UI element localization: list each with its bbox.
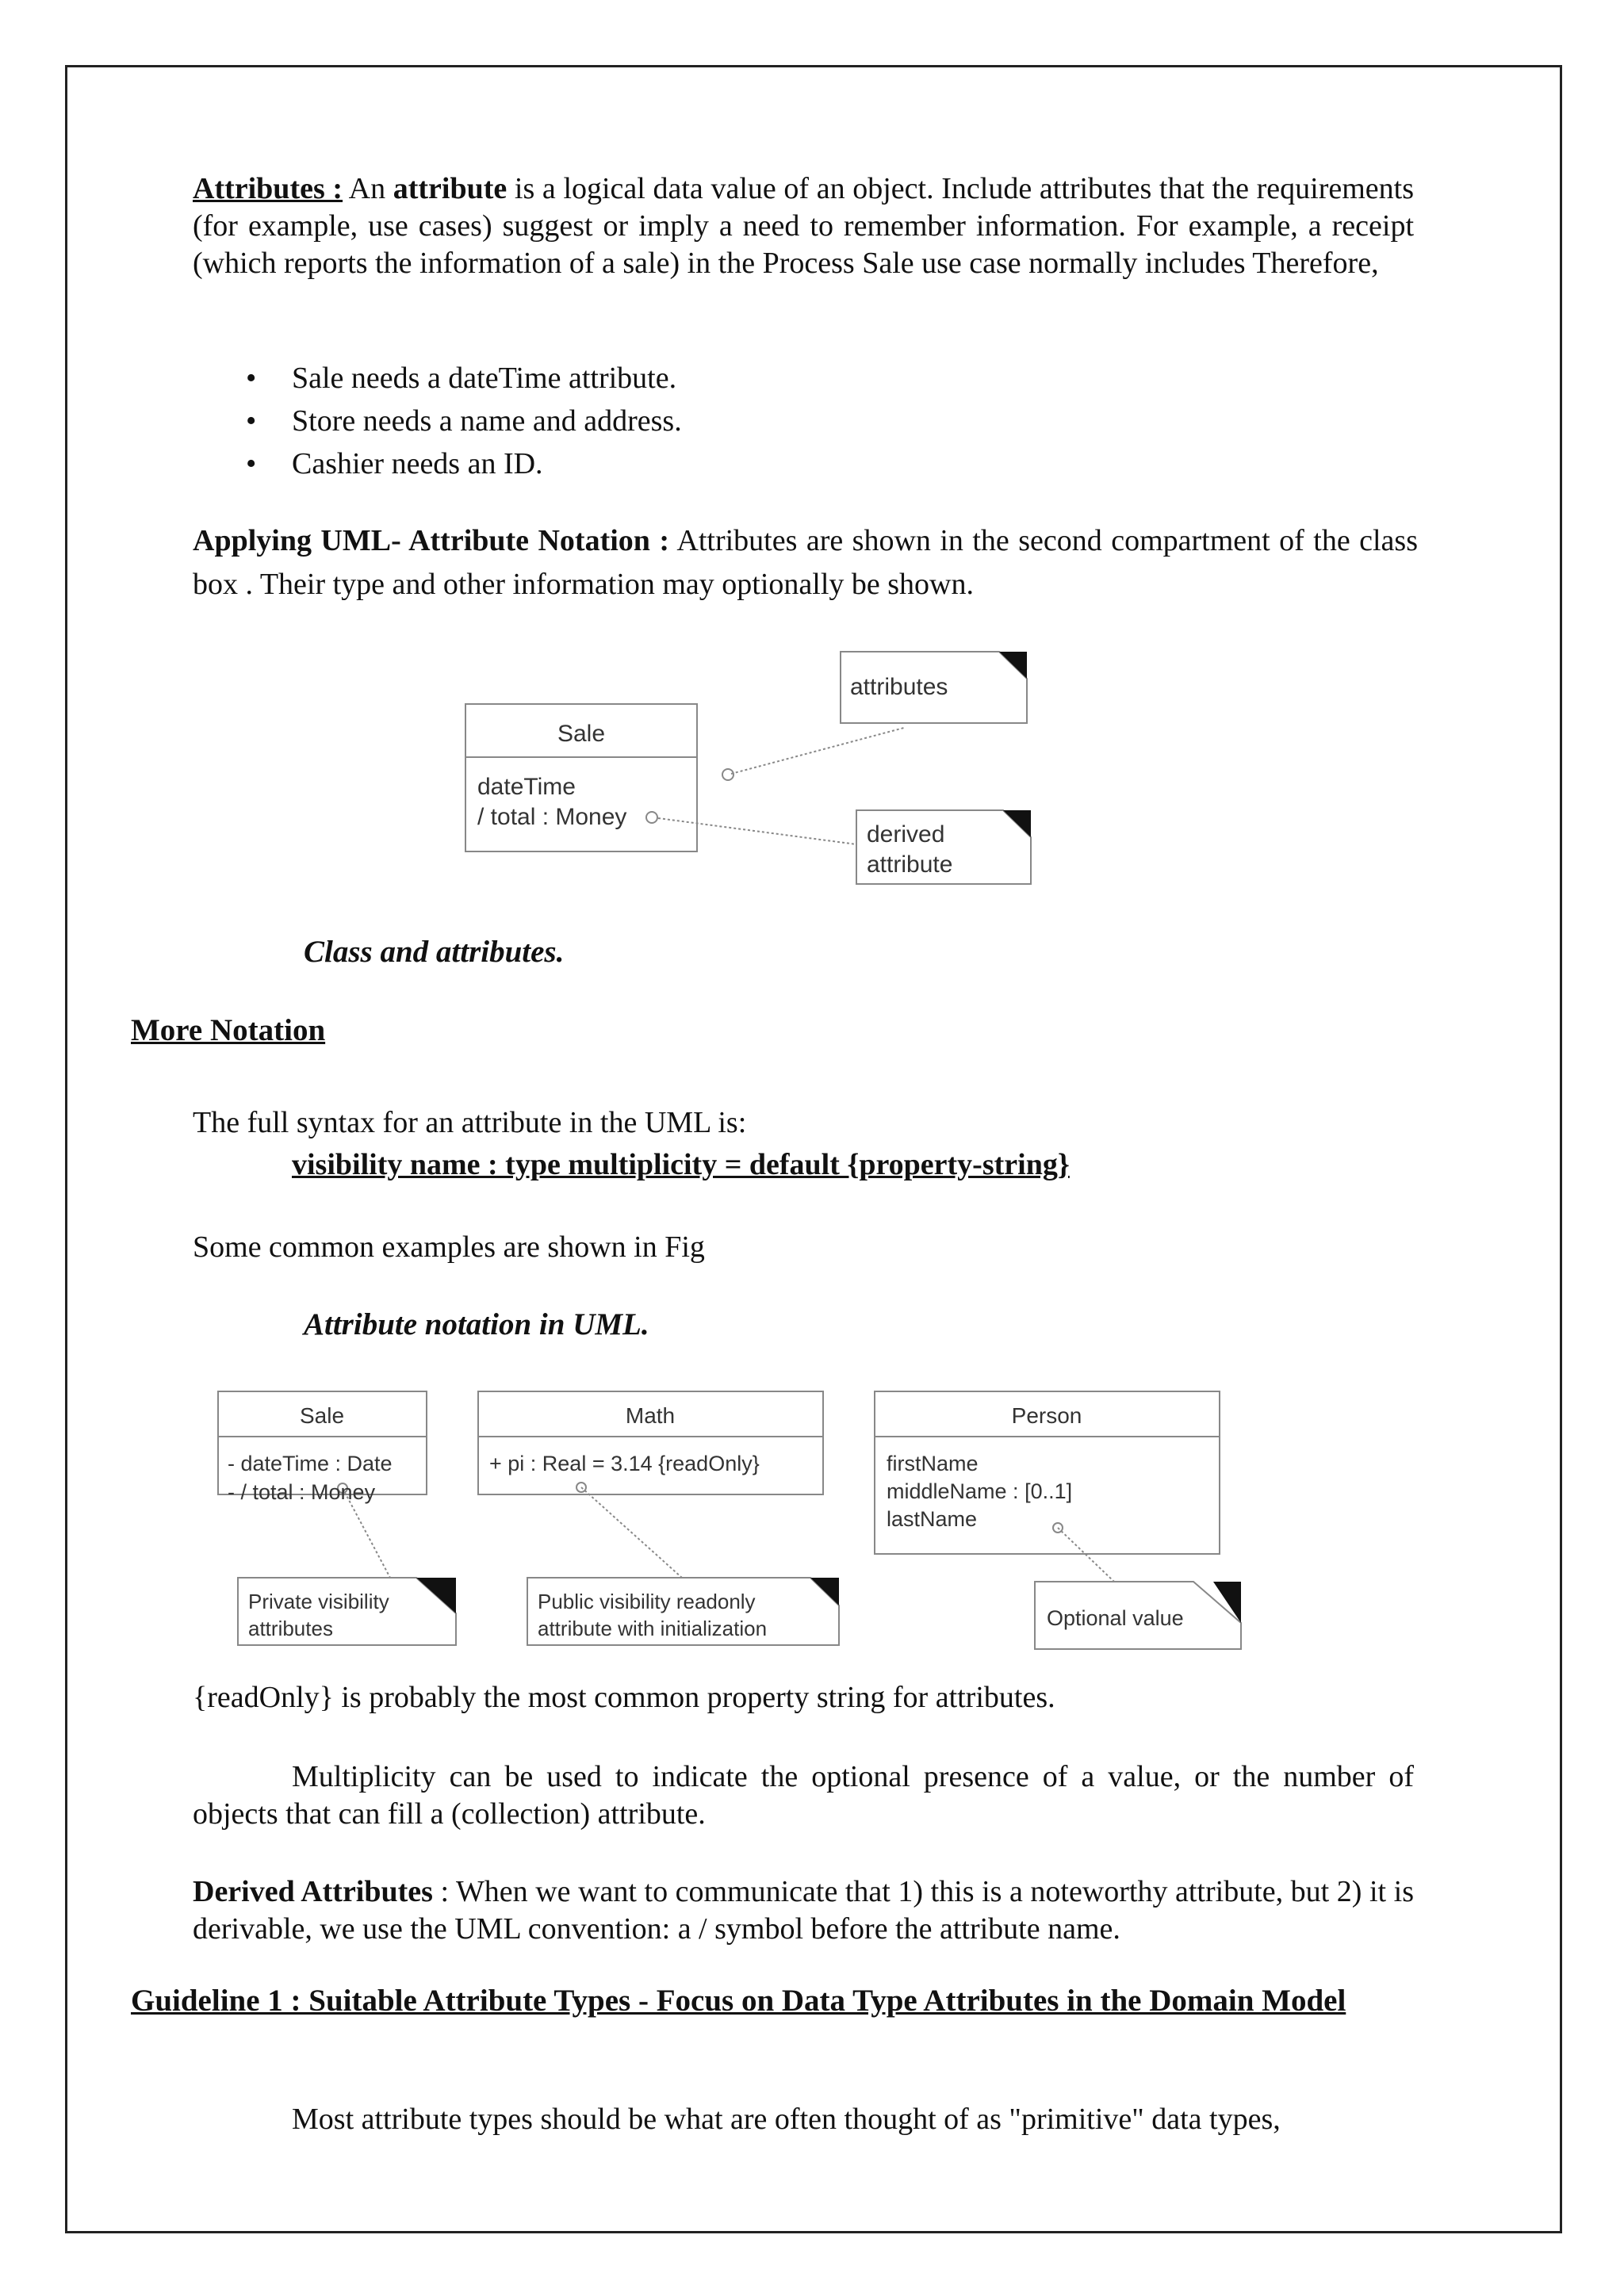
sale-attr-datetime: - dateTime : Date: [228, 1452, 393, 1475]
person-name: Person: [1011, 1403, 1082, 1428]
guideline-heading: Guideline 1 : Suitable Attribute Types - Focus on Data Type Attributes in the Domain Model: [131, 1984, 1346, 2018]
math-attr-pi: + pi : Real = 3.14 {readOnly}: [489, 1452, 760, 1475]
person-attr-lastname: lastName: [887, 1507, 978, 1531]
notation-heading: Applying UML- Attribute Notation :: [193, 524, 670, 557]
derived-note-line2: attribute: [867, 851, 953, 878]
derived-note-line1: derived: [867, 821, 945, 848]
sale-attr-total: - / total : Money: [228, 1480, 376, 1504]
sale-name: Sale: [299, 1403, 345, 1428]
full-syntax-intro: The full syntax for an attribute in the UML is:: [193, 1106, 747, 1139]
more-notation-heading: More Notation: [131, 1013, 326, 1047]
attribute-syntax: visibility name : type multiplicity = default {property-string}: [292, 1148, 1070, 1181]
attributes-paragraph: [193, 170, 1414, 282]
notation-paragraph: [193, 519, 1418, 607]
attribute-notation-diagram: [206, 1383, 1261, 1653]
requirements-bullet-list: [246, 357, 682, 485]
guideline-paragraph: Most attribute types should be what are often thought of as "primitive" data types,: [292, 2103, 1281, 2136]
attributes-body: is a logical data value of an object. Include attributes that the requirements (for example, use cases) suggest or imply a need to remember information. For example, a receipt (which reports the information of a sale) in the Process Sale use case normally includes Therefore,: [193, 172, 1414, 280]
attribute-term: attribute: [393, 172, 508, 205]
readonly-paragraph: {readOnly} is probably the most common property string for attributes.: [193, 1681, 1055, 1714]
public-note-line2: attribute with initialization: [538, 1617, 768, 1640]
person-attr-firstname: firstName: [887, 1452, 979, 1475]
attributes-prefix: An: [348, 172, 386, 205]
attributes-note-text: attributes: [850, 674, 948, 700]
notation-body: Attributes are shown in the second compartment of the class box . Their type and other information may optionally be shown.: [193, 524, 1419, 601]
figure-caption-class-attributes: Class and attributes.: [304, 935, 565, 969]
figure-caption-attribute-notation: Attribute notation in UML.: [304, 1307, 649, 1341]
examples-text: Some common examples are shown in Fig: [193, 1230, 705, 1264]
attributes-heading: Attributes :: [193, 172, 343, 205]
derived-heading: Derived Attributes: [193, 1875, 433, 1908]
private-note-line2: attributes: [248, 1617, 333, 1640]
list-item: • Cashier needs an ID.: [246, 447, 543, 480]
derived-body: : When we want to communicate that 1) this is a noteworthy attribute, but 2) it is derivable, we use the UML convention: a / symbol before the attribute name.: [193, 1875, 1415, 1946]
math-name: Math: [625, 1403, 676, 1428]
public-note-line1: Public visibility readonly: [538, 1590, 756, 1613]
person-attr-middlename: middleName : [0..1]: [887, 1479, 1073, 1503]
multiplicity-paragraph: Multiplicity can be used to indicate the optional presence of a value, or the number of objects that can fill a (collection) attribute.: [193, 1760, 1414, 1831]
sale-attr-total: / total : Money: [477, 804, 627, 830]
list-item: • Sale needs a dateTime attribute.: [246, 362, 677, 395]
list-item: • Store needs a name and address.: [246, 404, 682, 438]
sale-attr-datetime: dateTime: [477, 774, 576, 800]
optional-note-text: Optional value: [1047, 1606, 1184, 1630]
sale-class-name: Sale: [557, 721, 606, 747]
private-note-line1: Private visibility: [248, 1590, 389, 1613]
derived-attributes-paragraph: [193, 1873, 1414, 1948]
class-attributes-diagram: [444, 634, 1071, 896]
